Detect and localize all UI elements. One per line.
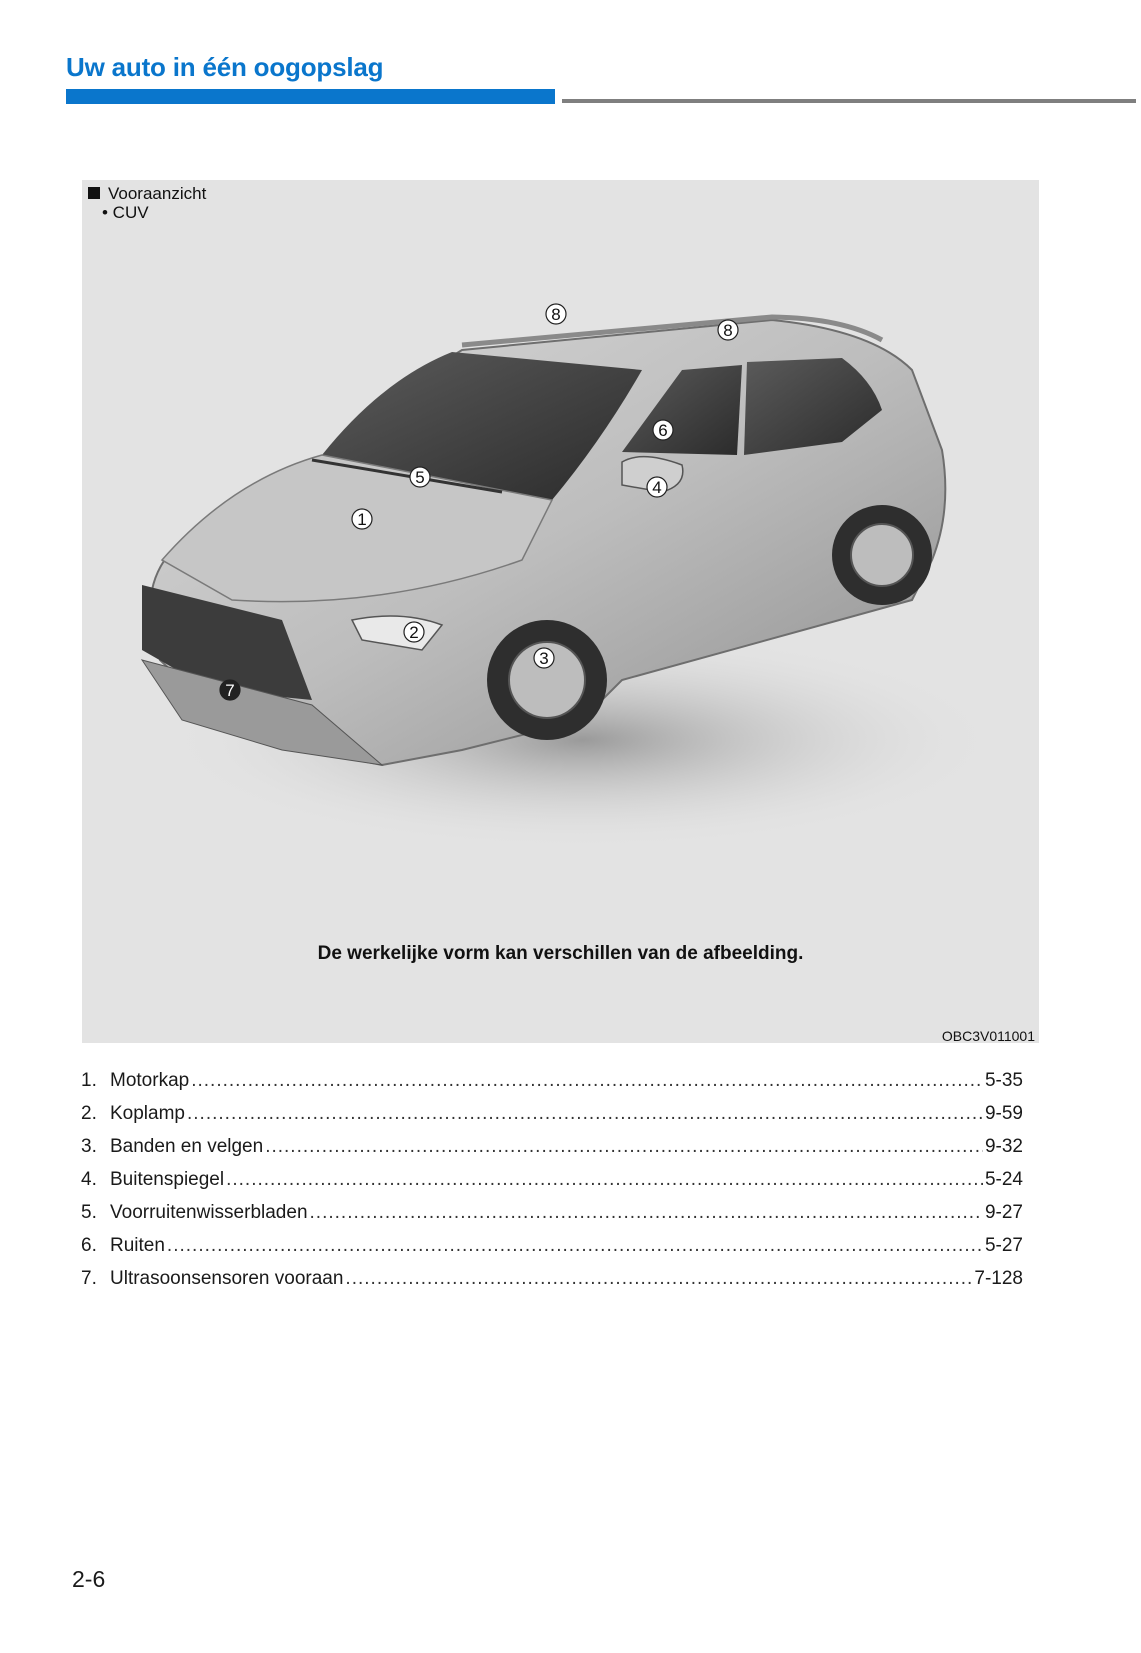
callout-1 xyxy=(352,509,372,529)
svg-text:7: 7 xyxy=(225,681,235,700)
list-item: 2. Koplamp ..... 9-59 xyxy=(81,1103,1023,1136)
list-item: 4. Buitenspiegel ..... 5-24 xyxy=(81,1169,1023,1202)
page-reference: 5-27 xyxy=(984,1235,1023,1256)
callout-2 xyxy=(404,622,424,642)
rear-rim xyxy=(851,524,913,586)
list-item: 6. Ruiten ..... 5-27 xyxy=(81,1235,1023,1268)
list-item: 3. Banden en velgen ..... 9-32 xyxy=(81,1136,1023,1169)
list-item: 5. Voorruitenwisserbladen ..... 9-27 xyxy=(81,1202,1023,1235)
svg-text:3: 3 xyxy=(539,649,549,668)
leader-dots xyxy=(310,1202,983,1224)
svg-text:8: 8 xyxy=(723,321,733,340)
callout-4 xyxy=(647,477,667,497)
leader-dots xyxy=(226,1169,983,1191)
page-reference: 9-32 xyxy=(984,1136,1023,1157)
figure-code: OBC3V011001 xyxy=(941,1028,1035,1044)
header-rule xyxy=(562,99,1136,103)
svg-text:5: 5 xyxy=(415,468,425,487)
vehicle-figure xyxy=(82,180,1039,1043)
svg-text:4: 4 xyxy=(652,478,662,497)
leader-dots xyxy=(345,1268,972,1290)
svg-text:1: 1 xyxy=(357,510,367,529)
callout-8-b xyxy=(718,320,738,340)
car-illustration xyxy=(82,180,1039,940)
callout-8-a xyxy=(546,304,566,324)
svg-text:6: 6 xyxy=(658,421,668,440)
leader-dots xyxy=(167,1235,983,1257)
page-reference: 5-24 xyxy=(984,1169,1023,1190)
page-reference: 5-35 xyxy=(984,1070,1023,1091)
leader-dots xyxy=(187,1103,983,1125)
svg-text:8: 8 xyxy=(551,305,561,324)
list-item: 7. Ultrasoonsensoren vooraan ..... 7-128 xyxy=(81,1268,1023,1301)
figure-sublabel: • CUV xyxy=(102,203,149,222)
section-title: Uw auto in één oogopslag xyxy=(66,52,384,82)
header-accent-bar xyxy=(66,89,555,104)
figure-caption: De werkelijke vorm kan verschillen van de afbeelding. xyxy=(317,943,804,964)
leader-dots xyxy=(265,1136,983,1158)
svg-text:2: 2 xyxy=(409,623,419,642)
page-number: 2-6 xyxy=(72,1566,106,1592)
callout-5 xyxy=(410,467,430,487)
callout-3 xyxy=(534,648,554,668)
figure-label-text: Vooraanzicht xyxy=(108,184,207,203)
callout-6 xyxy=(653,420,673,440)
leader-dots xyxy=(191,1070,983,1092)
page-reference: 9-59 xyxy=(984,1103,1023,1124)
callout-7 xyxy=(220,680,240,700)
list-item: 1. Motorkap ..... 5-35 xyxy=(81,1070,1023,1103)
parts-list xyxy=(81,1070,1023,1301)
page-reference: 9-27 xyxy=(984,1202,1023,1223)
page-reference: 7-128 xyxy=(974,1268,1023,1289)
